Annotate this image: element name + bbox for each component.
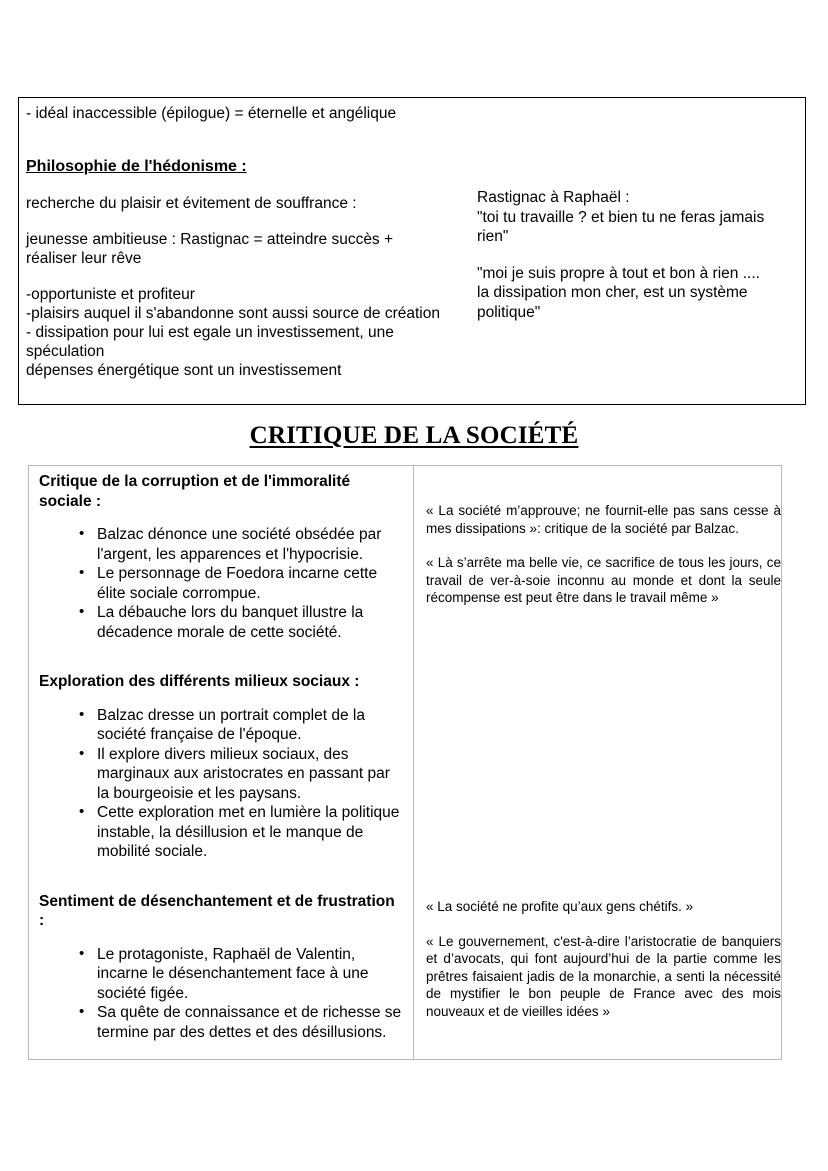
hedonism-line-dissipation-2: spéculation (26, 343, 105, 360)
hedonism-intro-line: - idéal inaccessible (épilogue) = éternelle et angélique (26, 105, 397, 122)
spacer (39, 642, 403, 672)
block-milieux (39, 672, 403, 862)
block-desenchantement-heading: Sentiment de désenchantement et de frustration : (39, 892, 395, 929)
quote-belle-vie: « Là s’arrête ma belle vie, ce sacrifice de tous les jours, ce travail de ver-à-soie inconnu au monde et dont la seule récompense est peut être dans le travail même » (426, 555, 781, 605)
page-title-text: CRITIQUE DE LA SOCIÉTÉ (249, 422, 579, 449)
list-item: • Sa quête de connaissance et de richesse se termine par des dettes et des désillusions. (79, 1003, 403, 1042)
critique-left-cell (29, 466, 414, 1059)
list-item: • Balzac dresse un portrait complet de la société française de l'époque. (79, 706, 403, 745)
hedonism-line-ambition-2: réaliser leur rêve (26, 250, 142, 267)
hedonism-notes-box (18, 97, 806, 405)
spacer (477, 247, 795, 264)
block-corruption (39, 472, 403, 642)
spacer (426, 537, 781, 554)
list-item: • Cette exploration met en lumière la politique instable, la désillusion et le manque de mobilité sociale. (79, 803, 403, 862)
page-title (0, 422, 828, 450)
quote-rastignac-1a: "toi tu travaille ? et bien tu ne feras jamais (477, 208, 765, 226)
spacer (26, 213, 488, 230)
critique-table (28, 465, 782, 1060)
spacer (26, 123, 488, 157)
quote-gouvernement: « Le gouvernement, c'est-à-dire l’aristocratie de banquiers et d’avocats, qui font aujourd’hui de la partie comme les prêtres faisaient jadis de la monarchie, a senti la nécessité de mystifier le bon peuple de France avec des mois nouveaux et de vieilles idées » (426, 933, 781, 1019)
list-item: • La débauche lors du banquet illustre la décadence morale de cette société. (79, 603, 403, 642)
quote-rastignac-2c: politique" (477, 303, 541, 321)
hedonism-line-ambition-1: jeunesse ambitieuse : Rastignac = atteindre succès + (26, 231, 394, 248)
block-milieux-heading: Exploration des différents milieux sociaux : (39, 673, 360, 690)
spacer (426, 916, 781, 933)
hedonism-left-column (26, 104, 488, 380)
quote-rastignac-2a: "moi je suis propre à tout et bon à rien .... (477, 264, 760, 282)
list-item: • Balzac dénonce une société obsédée par l'argent, les apparences et l'hypocrisie. (79, 525, 403, 564)
hedonism-line-pleasure: recherche du plaisir et évitement de souffrance : (26, 195, 357, 212)
critique-right-cell (414, 466, 781, 1059)
spacer (26, 268, 488, 285)
block-corruption-heading: Critique de la corruption et de l'immoralité sociale : (39, 473, 351, 510)
spacer (26, 177, 488, 194)
spacer (39, 862, 403, 892)
list-item: • Il explore divers milieux sociaux, des marginaux aux aristocrates en passant par la bourgeoisie et les paysans. (79, 745, 403, 804)
block-desenchantement (39, 892, 403, 1043)
hedonism-right-column (477, 188, 795, 322)
right-quotes-top (426, 502, 781, 607)
list-item: • Le personnage de Foedora incarne cette élite sociale corrompue. (79, 564, 403, 603)
quote-societe-approuve: « La société m’approuve; ne fournit-elle pas sans cesse à mes dissipations »: critique de la société par Balzac. (426, 503, 781, 536)
quote-gens-chetifs: « La société ne profite qu’aux gens chétifs. » (426, 899, 694, 914)
hedonism-line-opportuniste: -opportuniste et profiteur (26, 286, 195, 303)
quote-rastignac-2b: la dissipation mon cher, est un système (477, 284, 748, 301)
hedonism-line-plaisirs: -plaisirs auquel il s'abandonne sont aussi source de création (26, 305, 440, 322)
block-desenchantement-list (39, 945, 403, 1043)
block-milieux-list (39, 706, 403, 862)
hedonism-line-depenses: dépenses énergétique sont un investissement (26, 362, 342, 379)
quote-rastignac-1b: rien" (477, 228, 509, 245)
hedonism-heading: Philosophie de l'hédonisme : (26, 158, 247, 175)
block-corruption-list (39, 525, 403, 642)
right-quotes-bottom (426, 898, 781, 1020)
hedonism-line-dissipation-1: - dissipation pour lui est egale un investissement, une (26, 324, 394, 341)
list-item: • Le protagoniste, Raphaël de Valentin, incarne le désenchantement face à une société figée. (79, 945, 403, 1004)
quote-attribution-rastignac: Rastignac à Raphaël : (477, 189, 630, 206)
